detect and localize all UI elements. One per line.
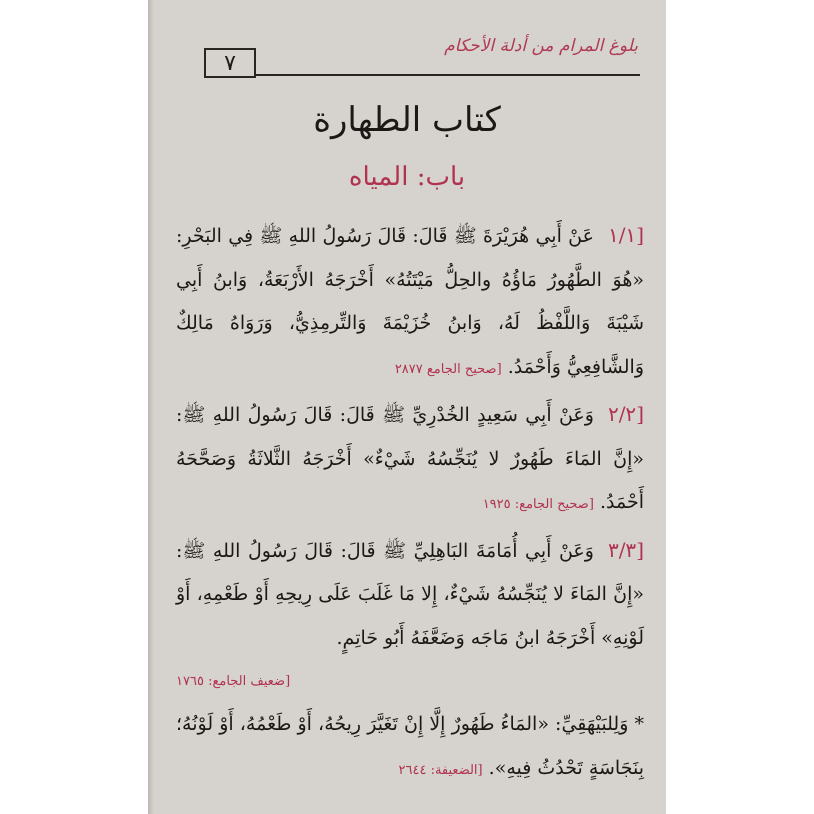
header-rule	[256, 74, 640, 76]
page-header	[196, 36, 638, 82]
page-number: ٧	[224, 50, 236, 76]
hadith-text: عَنْ أَبِي هُرَيْرَةَ ﷺ قَالَ: قَالَ رَسُولُ اللهِ ﷺ فِي البَحْرِ: «هُوَ الطَّهُورُ مَاؤُهُ والحِلُّ مَيْتَتُهُ» أَخْرَجَهُ الأَرْبَعَةُ، وَابنُ أَبِي شَيْبَةَ وَاللَّفْظُ لَهُ، وَابنُ خُزَيْمَةَ وَالتِّرمِذِيُّ، وَرَوَاهُ مَالِكٌ وَالشَّافِعِيُّ وَأَحْمَدُ.	[176, 225, 644, 378]
hadith-number: [١/١	[607, 223, 644, 247]
running-title: بلوغ المرام من أدلة الأحكام	[444, 36, 638, 56]
note-item	[176, 703, 644, 792]
hadith-item	[176, 214, 644, 391]
hadith-reference: [صحيح الجامع: ١٩٢٥	[482, 497, 594, 512]
note-text: * وَلِلبَيْهَقِيِّ: «المَاءُ طَهُورٌ إِلَّا إِنْ تَغَيَّرَ رِيحُهُ، أَوْ طَعْمُهُ، أَوْ لَوْنُهُ؛ بِنَجَاسَةٍ تَحْدُثُ فِيهِ».	[176, 713, 644, 779]
hadith-reference: [صحيح الجامع ٢٨٧٧	[394, 361, 502, 377]
chapter-title: باب: المياه	[348, 162, 466, 192]
book-title: كتاب الطهارة	[313, 100, 501, 140]
hadith-reference: [ضعيف الجامع: ١٧٦٥	[176, 674, 291, 689]
hadith-item	[176, 529, 644, 700]
hadith-text: وَعَنْ أَبِي أُمَامَةَ البَاهِلِيِّ ﷺ قَالَ: قَالَ رَسُولُ اللهِ ﷺ: «إِنَّ المَاءَ لا يُنَجِّسُهُ شَيْءٌ، إِلا مَا غَلَبَ عَلَى رِيحِهِ أَوْ طَعْمِهِ، أَوْ لَوْنِهِ» أَخْرَجَهُ ابنُ مَاجَه وَضَعَّفَهُ أَبُو حَاتِمٍ.	[176, 539, 644, 649]
hadith-number: [٣/٣	[607, 537, 644, 562]
page-number-box	[204, 48, 256, 78]
hadith-text: وَعَنْ أَبِي سَعِيدٍ الخُدْرِيِّ ﷺ قَالَ: قَالَ رَسُولُ اللهِ ﷺ: «إِنَّ المَاءَ طَهُورٌ لا يُنَجِّسُهُ شَيْءٌ» أَخْرَجَهُ الثَّلاثَةُ وَصَحَّحَهُ أَحْمَدُ.	[176, 404, 644, 513]
hadith-number: [٢/٢	[607, 402, 644, 426]
note-reference: [الضعيفة: ٢٦٤٤	[398, 762, 483, 778]
hadith-item	[176, 393, 644, 527]
hadith-list	[176, 214, 644, 794]
